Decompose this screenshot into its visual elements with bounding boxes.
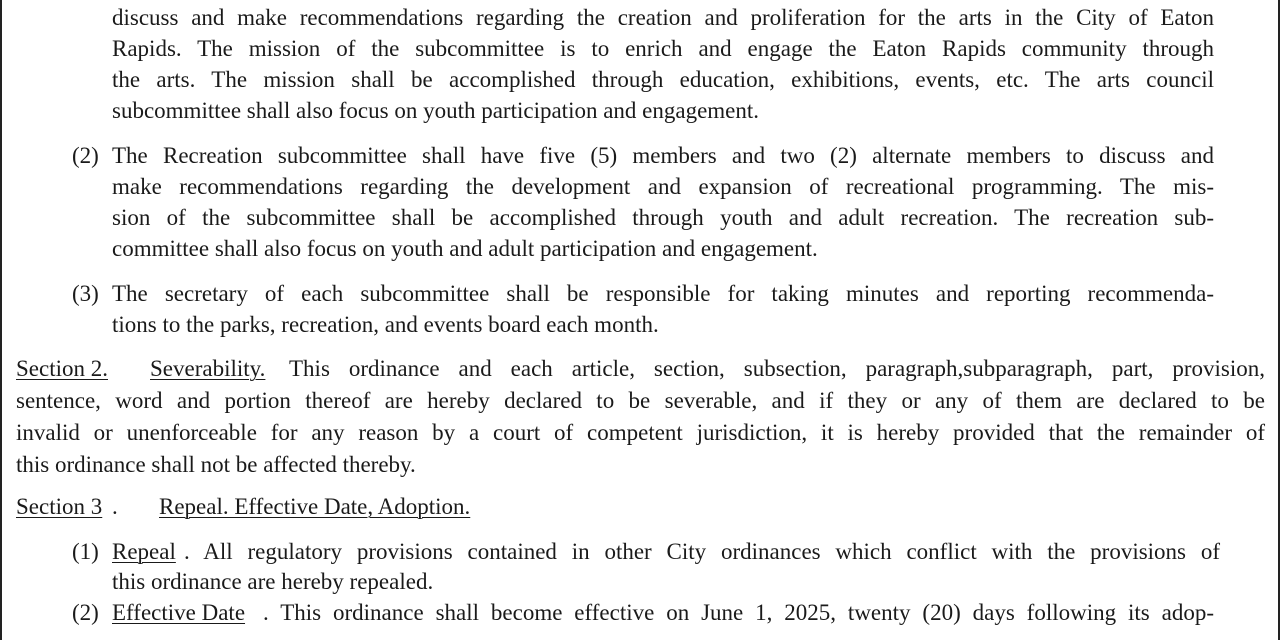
section-2-line-4: this ordinance shall not be affected thereby. <box>16 452 416 477</box>
repeal-line-2: this ordinance are hereby repealed. <box>112 569 434 594</box>
repeal-term: Repeal <box>112 539 176 564</box>
section-3-heading: Repeal. Effective Date, Adoption. <box>159 494 471 519</box>
sub1-line-2: Rapids. The mission of the subcommittee is to enrich and engage the Eaton Rapids community through <box>112 36 1214 61</box>
section-3-label: Section 3 <box>16 494 103 519</box>
sub1-line-1: discuss and make recommendations regarding the creation and proliferation for the arts in the City of Eaton <box>112 5 1214 30</box>
effective-term: Effective Date <box>112 600 246 625</box>
sub3-line-2: tions to the parks, recreation, and events board each month. <box>112 312 659 337</box>
section-3-label-period: . <box>112 494 118 519</box>
section-2-label: Section 2. <box>16 356 108 381</box>
effective-number: (2) <box>72 600 99 625</box>
repeal-line-1: . All regulatory provisions contained in other City ordinances which conflict with the provisions of <box>184 539 1220 564</box>
section-2-heading: Severability. <box>150 356 266 381</box>
section-2-line-2: sentence, word and portion thereof are hereby declared to be severable, and if they or any of them are declared to be <box>16 388 1265 413</box>
section-2-line-1: This ordinance and each article, section, subsection, paragraph,subparagraph, part, provision, <box>289 356 1265 381</box>
sub3-number: (3) <box>72 281 99 306</box>
effective-line-1: . This ordinance shall become effective on June 1, 2025, twenty (20) days following its adop- <box>263 600 1214 625</box>
section-2-line-3: invalid or unenforceable for any reason by a court of competent jurisdiction, it is hereby provided that the remainder of <box>16 420 1265 445</box>
sub2-line-1: The Recreation subcommittee shall have five (5) members and two (2) alternate members to discuss and <box>112 143 1214 168</box>
sub2-line-3: sion of the subcommittee shall be accomplished through youth and adult recreation. The recreation sub- <box>112 205 1214 230</box>
repeal-number: (1) <box>72 539 99 564</box>
sub2-line-2: make recommendations regarding the development and expansion of recreational programming. The mis- <box>112 174 1214 199</box>
sub2-line-4: committee shall also focus on youth and adult participation and engagement. <box>112 236 818 261</box>
sub1-line-3: the arts. The mission shall be accomplished through education, exhibitions, events, etc. The arts council <box>112 67 1214 92</box>
sub3-line-1: The secretary of each subcommittee shall be responsible for taking minutes and reporting recommenda- <box>112 281 1214 306</box>
sub1-line-4: subcommittee shall also focus on youth participation and engagement. <box>112 98 760 123</box>
sub2-number: (2) <box>72 143 99 168</box>
